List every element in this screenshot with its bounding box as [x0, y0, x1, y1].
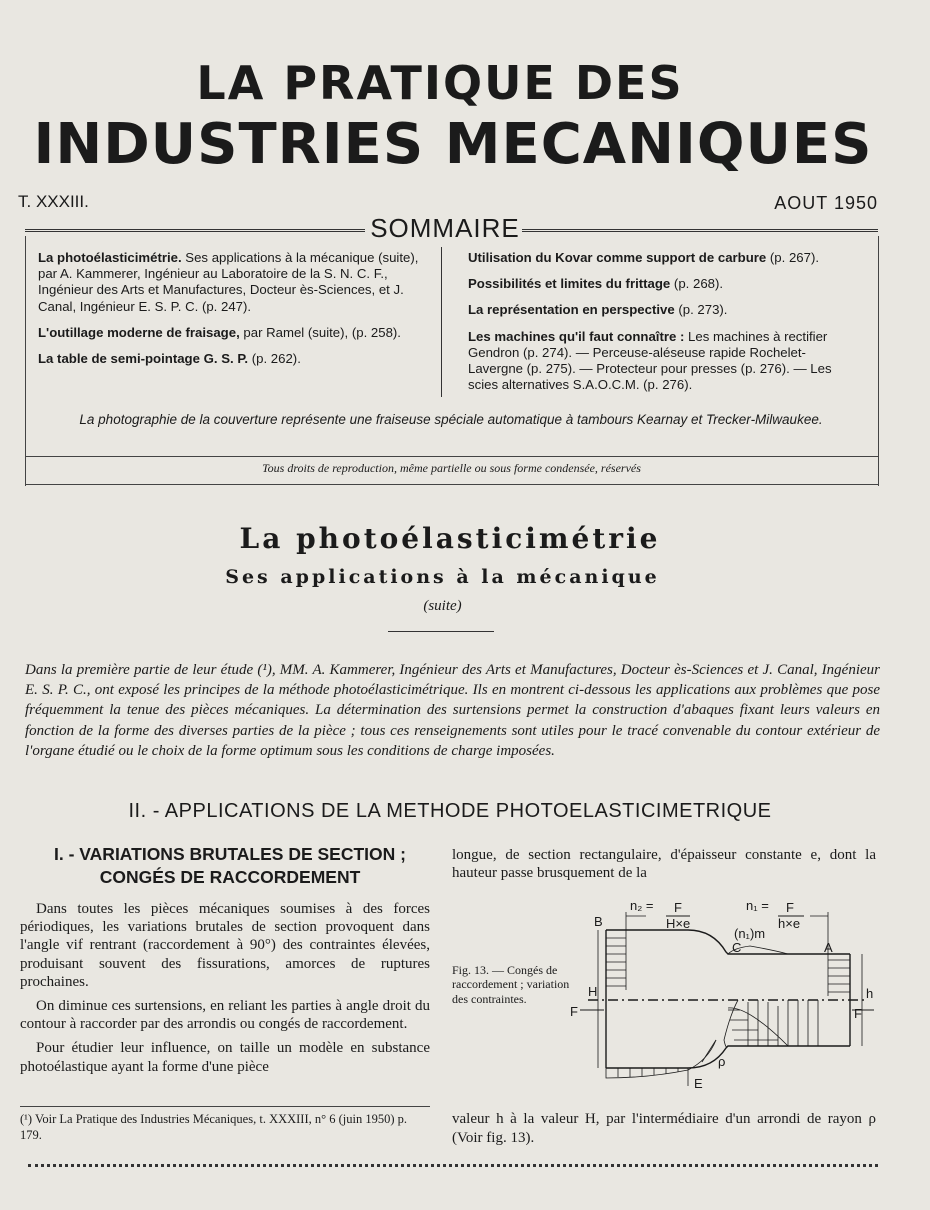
subsection-heading — [30, 843, 430, 889]
sommaire-entry — [468, 329, 856, 394]
label-rho: ρ — [718, 1054, 726, 1069]
article-suite: (suite) — [423, 598, 462, 614]
sommaire-rule-left — [25, 229, 365, 232]
article-title-rule — [388, 631, 494, 632]
sommaire-entry — [468, 276, 856, 292]
rights-rule-top — [25, 456, 878, 457]
section-heading: II. - APPLICATIONS DE LA METHODE PHOTOELASTICIMETRIQUE — [128, 800, 772, 822]
issue-tome: T. XXXIII. — [18, 192, 89, 211]
label-n2-denominator: H×e — [666, 916, 691, 931]
sommaire-divider — [441, 247, 442, 397]
label-n1-numerator: F — [786, 900, 794, 915]
sommaire-right-column — [468, 250, 856, 403]
figure-caption: Fig. 13. — Congés de raccordement ; variation des contraintes. — [452, 963, 570, 1006]
sommaire-entry — [468, 302, 856, 318]
sommaire-entry — [38, 351, 421, 367]
figure-13-diagram — [570, 890, 878, 1100]
label-E: E — [694, 1076, 703, 1091]
entry-title: La représentation en perspective — [468, 302, 675, 318]
paragraph: Dans toutes les pièces mécaniques soumises à des forces périodiques, les variations brutales de section provoquent dans l'angle vif rentrant (raccordement à 90°) des contraintes élevées, produisant souvent des fissurations, amorces de ruptures prochaines. — [20, 901, 430, 990]
sommaire-left-column — [38, 250, 421, 377]
sommaire-entry — [468, 250, 856, 266]
label-h: h — [866, 986, 874, 1001]
label-A: A — [824, 940, 833, 955]
entry-title: Possibilités et limites du frittage — [468, 276, 671, 292]
entry-text: (p. 273). — [674, 302, 728, 318]
rights-notice: Tous droits de reproduction, même partielle ou sous forme condensée, réservés — [262, 461, 641, 475]
right-column-bottom: valeur h à la valeur H, par l'intermédiaire d'un arrondi de rayon ρ (Voir fig. 13). — [452, 1111, 876, 1146]
entry-title: Les machines qu'il faut connaître : — [468, 328, 685, 344]
label-n1-max: (n₁)m — [734, 926, 766, 941]
entry-text: (p. 268). — [670, 276, 724, 292]
entry-text: (p. 262). — [248, 351, 301, 367]
entry-title: La photoélasticimétrie. — [38, 250, 182, 265]
rights-rule-bottom — [25, 484, 878, 485]
label-n2-numerator: F — [674, 900, 682, 915]
masthead-line2: INDUSTRIES MECANIQUES — [33, 112, 873, 177]
issue-date: AOUT 1950 — [774, 193, 878, 213]
label-F-right: F — [854, 1006, 862, 1021]
sommaire-title: SOMMAIRE — [370, 213, 520, 243]
article-subtitle: Ses applications à la mécanique — [225, 566, 660, 588]
entry-title: L'outillage moderne de fraisage, — [38, 324, 240, 340]
entry-text: Ses applications à la mécanique (suite), par A. Kammerer, Ingénieur au Laboratoire de la S. N. C. F., Ingénieur des Arts et Manufactures, Docteur ès-Sciences, et J. Canal, Ingénieur E. S. P. C. (p. 247). — [38, 250, 419, 314]
footnote-rule — [20, 1106, 430, 1107]
entry-title: Utilisation du Kovar comme support de carbure — [468, 250, 767, 265]
label-B: B — [594, 914, 603, 929]
article-intro: Dans la première partie de leur étude (¹), MM. A. Kammerer, Ingénieur des Arts et Manufactures, Docteur ès-Sciences et J. Canal, Ingénieur E. S. P. C., ont exposé les principes de la méthode photoélasticimétrique. Ils en montrent ci-dessous les applications aux problèmes que pose fréquemment la tenue des pièces mécaniques. La détermination des surtensions permet la construction d'abaques fixant leurs valeurs en fonction de la forme des diverses parties de la pièce ; tous ces renseignements sont utiles pour le tracé convenable du contour extérieur de l'organe étudié ou le choix de la forme optimum sous les conditions de charge imposées. — [25, 662, 880, 759]
bottom-dotted-rule — [28, 1164, 878, 1167]
label-C: C — [732, 940, 742, 955]
subsection-heading-line2: CONGÉS DE RACCORDEMENT — [99, 867, 361, 887]
left-column-body — [20, 900, 430, 1082]
entry-text: (p. 267). — [766, 250, 820, 265]
article-title: La photoélasticimétrie — [239, 522, 661, 555]
label-n1-denominator: h×e — [778, 916, 801, 931]
cover-note: La photographie de la couverture représente une fraiseuse spéciale automatique à tambours Kearnay et Trecker-Milwaukee. — [79, 412, 823, 427]
label-F-left: F — [570, 1004, 578, 1019]
paragraph: On diminue ces surtensions, en reliant les parties à angle droit du contour à raccorder par des arrondis ou congés de raccordement. — [20, 998, 430, 1033]
entry-title: La table de semi-pointage G. S. P. — [38, 351, 249, 367]
entry-text: Les machines à rectifier Gendron (p. 274). — Perceuse-aléseuse rapide Rochelet-Lavergne (p. 275). — Protecteur pour presses (p. 276). — Les scies alternatives S.A.O.C.M. (p. 276). — [468, 328, 832, 393]
paragraph: Pour étudier leur influence, on taille un modèle en substance photoélastique ayant la forme d'une pièce — [20, 1040, 430, 1075]
sommaire-rule-right — [522, 229, 878, 232]
label-n2: n₂ = — [630, 898, 654, 913]
subsection-heading-line1: I. - VARIATIONS BRUTALES DE SECTION ; — [54, 844, 406, 864]
footnote: (¹) Voir La Pratique des Industries Mécaniques, t. XXXIII, n° 6 (juin 1950) p. 179. — [20, 1112, 408, 1142]
label-H: H — [588, 984, 598, 999]
right-column-top: longue, de section rectangulaire, d'épaisseur constante e, dont la hauteur passe brusquement de la — [452, 847, 876, 882]
sommaire-entry — [38, 250, 421, 315]
entry-text: par Ramel (suite), (p. 258). — [239, 324, 401, 340]
sommaire-entry — [38, 325, 421, 341]
masthead-line1: LA PRATIQUE DES — [196, 56, 684, 110]
label-n1: n₁ = — [746, 898, 769, 913]
